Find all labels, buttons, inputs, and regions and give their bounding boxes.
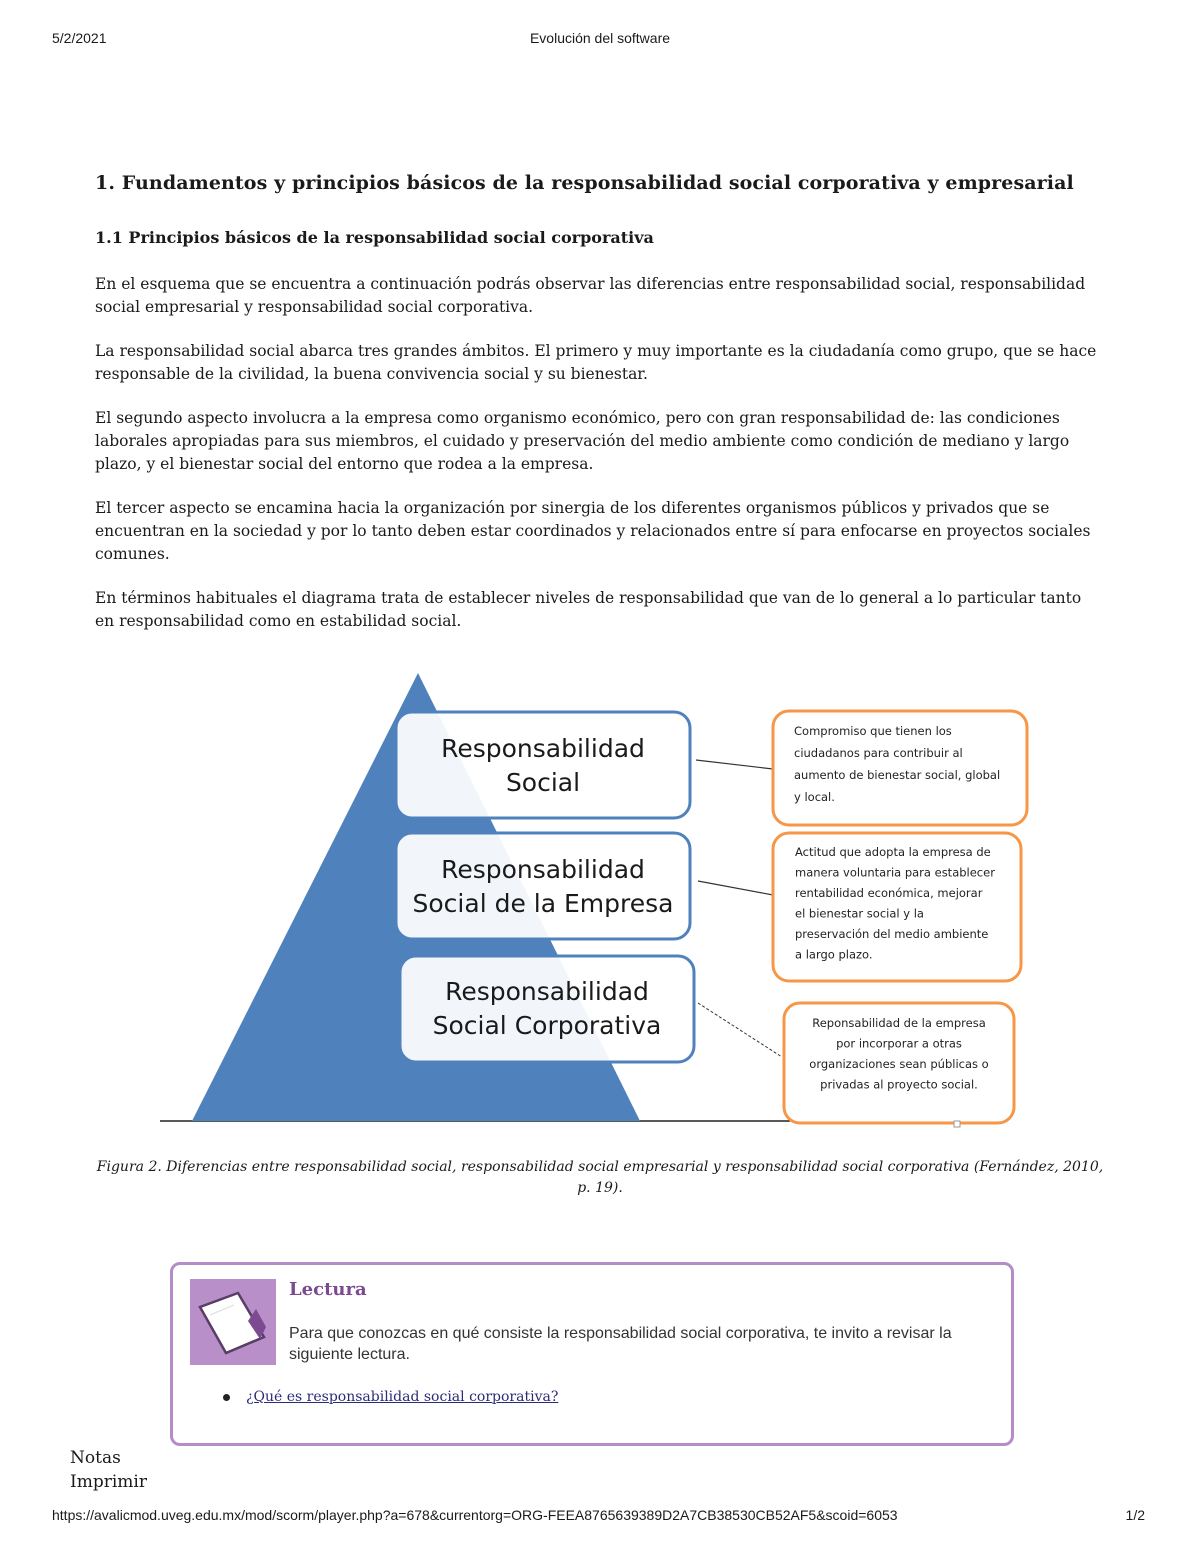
note-line: rentabilidad económica, mejorar (795, 886, 983, 900)
paragraph: La responsabilidad social abarca tres grandes ámbitos. El primero y muy importante es la ciudadanía como grupo, que se hace responsable de la civilidad, la buena convivencia social y su bienestar. (95, 342, 1097, 383)
subsection-heading: 1.1 Principios básicos de la responsabilidad social corporativa (95, 228, 654, 247)
responsibility-diagram (150, 665, 1050, 1135)
note-line: por incorporar a otras (836, 1036, 962, 1051)
imprimir-link[interactable]: Imprimir (70, 1472, 147, 1492)
document-icon-svg (190, 1279, 276, 1365)
level-label: Social Corporativa (432, 1011, 662, 1040)
main-content (95, 172, 1105, 654)
reading-text: Para que conozcas en qué consiste la responsabilidad social corporativa, te invito a revisar la siguiente lectura. (289, 1325, 952, 1363)
level-box-empresa (396, 833, 690, 939)
note-line: ciudadanos para contribuir al (794, 746, 963, 760)
note-line: privadas al proyecto social. (820, 1077, 978, 1092)
section-heading: 1. Fundamentos y principios básicos de la responsabilidad social corporativa y empresarial (95, 172, 1074, 194)
note-line: Reponsabilidad de la empresa (812, 1016, 986, 1030)
note-line: organizaciones sean públicas o (809, 1057, 989, 1071)
note-line: preservación del medio ambiente (795, 927, 989, 941)
level-label: Responsabilidad (441, 855, 645, 884)
level-label: Responsabilidad (441, 734, 645, 763)
document-icon (190, 1279, 276, 1365)
note-line: y local. (794, 790, 835, 804)
level-box-social (396, 712, 690, 818)
connector-line (696, 760, 773, 769)
paragraph: El segundo aspecto involucra a la empresa como organismo económico, pero con gran responsabilidad de: las condiciones laborales apropiadas para sus miembros, el cuidado y preservación del medio ambiente como condición de mediano y largo plazo, y el bienestar social del entorno que rodea a la empresa. (95, 409, 1070, 473)
page-number: 1/2 (1125, 1507, 1145, 1523)
note-line: a largo plazo. (795, 947, 873, 962)
note-line: Actitud que adopta la empresa de (795, 845, 991, 859)
print-header (0, 30, 1200, 50)
level-label: Social de la Empresa (412, 889, 674, 918)
figure-caption: Figura 2. Diferencias entre responsabilidad social, responsabilidad social empresarial y responsabilidad social corporativa (Fernández, 2010, p. 19). (96, 1159, 1104, 1196)
resize-handle (954, 1121, 960, 1127)
print-date: 5/2/2021 (52, 30, 107, 46)
level-label: Social (505, 768, 581, 797)
reading-title: Lectura (289, 1279, 367, 1300)
connector-line (698, 1003, 782, 1057)
bullet-icon (223, 1394, 230, 1401)
notes-links (70, 1446, 147, 1494)
paragraph: En términos habituales el diagrama trata de establecer niveles de responsabilidad que van de lo general a lo particular tanto en responsabilidad como en estabilidad social. (95, 589, 1082, 630)
print-url: https://avalicmod.uveg.edu.mx/mod/scorm/player.php?a=678&currentorg=ORG-FEEA8765639389D2A7CB38530CB52AF5&scoid=6053 (52, 1507, 898, 1523)
connector-line (698, 881, 773, 895)
notas-link[interactable]: Notas (70, 1448, 121, 1468)
reading-link[interactable]: ¿Qué es responsabilidad social corporativa? (246, 1389, 559, 1405)
note-line: aumento de bienestar social, global (794, 768, 1001, 782)
reading-list (223, 1389, 558, 1405)
note-line: Compromiso que tienen los (794, 724, 952, 738)
reading-box (170, 1262, 1014, 1446)
paragraph: El tercer aspecto se encamina hacia la organización por sinergia de los diferentes organismos públicos y privados que se encuentran en la sociedad y por lo tanto deben estar coordinados y relacionados entre sí para enfocarse en proyectos sociales comunes. (95, 499, 1091, 563)
diagram-svg (150, 665, 1050, 1135)
print-title: Evolución del software (529, 30, 671, 46)
note-line: el bienestar social y la (795, 906, 924, 921)
level-box-corporativa (400, 956, 694, 1062)
paragraph: En el esquema que se encuentra a continuación podrás observar las diferencias entre responsabilidad social, responsabilidad social empresarial y responsabilidad social corporativa. (95, 275, 1086, 316)
note-line: manera voluntaria para establecer (795, 865, 995, 880)
level-label: Responsabilidad (445, 977, 649, 1006)
